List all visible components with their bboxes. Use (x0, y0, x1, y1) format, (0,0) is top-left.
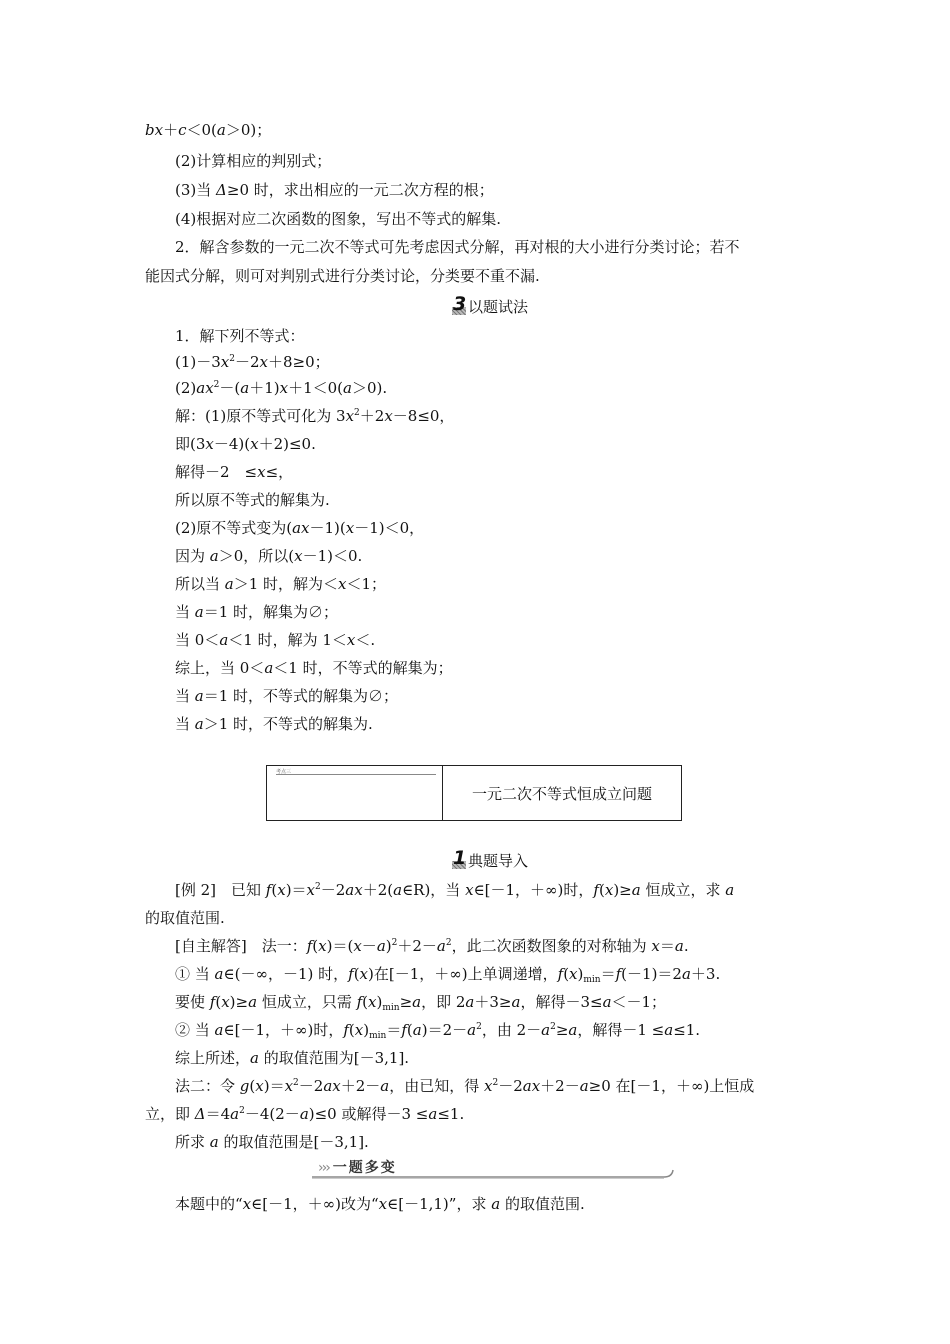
text-line: 当 a＞1 时，不等式的解集为. (175, 715, 373, 733)
text-line: (3)当 Δ≥0 时，求出相应的一元二次方程的根； (175, 181, 494, 199)
text-line: 的取值范围. (145, 909, 225, 927)
text-line: (2)计算相应的判别式； (175, 152, 332, 170)
text-line: (2)原不等式变为(ax－1)(x－1)＜0， (175, 519, 425, 537)
divider (276, 774, 436, 775)
text-line: ② 当 a∈[－1，＋∞)时，$f(x)_{min}=f(a)=2-a^2$，由 $2-a^2\ge a$，解得－1 ≤a≤1. (175, 1021, 701, 1041)
text-line: [自主解答] 法一：$f(x)=(x-a)^2+2-a^2$，此二次函数图象的对称轴为 x＝a. (175, 937, 689, 955)
text-line: 综上所述，a 的取值范围为[－3,1]. (175, 1049, 410, 1067)
text-line: ① 当 a∈(－∞，－1) 时，f(x)在[－1，＋∞)上单调递增，$f(x)_{min}=f(-1)=2a+3$. (175, 965, 721, 985)
text-line: bx＋c＜0(a＞0)； (145, 121, 272, 139)
text-line: 因为 a＞0，所以(x－1)＜0. (175, 547, 363, 565)
text-line: 2．解含参数的一元二次不等式可先考虑因式分解，再对根的大小进行分类讨论；若不 (175, 238, 740, 256)
number-badge-icon: 3 (453, 293, 467, 315)
text-line: 综上，当 0＜a＜1 时，不等式的解集为； (175, 659, 453, 677)
text-line: 本题中的“x∈[－1，＋∞)改为“x∈[－1,1)”，求 a 的取值范围. (175, 1195, 585, 1213)
number-badge-icon: 1 (453, 847, 467, 869)
topic-box-tag: 考点三 (276, 769, 292, 775)
text-line: $(2)ax^2-(a+1)x+1<0(a>0)$. (175, 379, 388, 397)
text-line: 所以当 a＞1 时，解为＜x＜1； (175, 575, 387, 593)
text-line: 当 0＜a＜1 时，解为 1＜x＜. (175, 631, 376, 649)
topic-box (266, 765, 682, 821)
banner-label: 一题多变 (332, 1160, 397, 1176)
text-line: 1．解下列不等式： (175, 327, 305, 345)
text-line: (4)根据对应二次函数的图象，写出不等式的解集. (175, 210, 502, 228)
triple-chevron-icon: ››› (318, 1160, 329, 1176)
section-heading-label: 典题导入 (468, 852, 529, 870)
topic-box-left (267, 766, 443, 820)
text-line: 解得－2 ≤x≤， (175, 463, 294, 481)
text-line: 立，即 $\Delta=4a^2-4(2-a)\le 0$ 或解得－3 ≤a≤1. (145, 1105, 465, 1123)
topic-title: 一元二次不等式恒成立问题 (471, 784, 652, 803)
text-line: 即(3x－4)(x＋2)≤0. (175, 435, 316, 453)
text-line: 解：(1)原不等式可化为 $3x^2+2x-8\le 0$， (175, 407, 455, 425)
text-line: 要使 f(x)≥a 恒成立，只需 $f(x)_{min}\ge a$，即 2a＋3≥a，解得－3≤a＜－1； (175, 993, 667, 1013)
section-heading-label: 以题试法 (468, 298, 529, 316)
section-heading-practice (452, 293, 529, 318)
text-line: 能因式分解，则可对判别式进行分类讨论，分类要不重不漏. (145, 267, 540, 285)
section-heading-intro (452, 847, 529, 872)
variation-banner (312, 1157, 674, 1177)
text-line: 法二：令 $g(x)=x^2-2ax+2-a$，由已知，得 $x^2-2ax+2-a\ge 0$ 在[－1，＋∞)上恒成 (175, 1077, 755, 1095)
text-line: 当 a＝1 时，不等式的解集为∅； (175, 687, 399, 705)
text-line: 所以原不等式的解集为. (175, 491, 330, 509)
text-line: $(1)-3x^2-2x+8\ge 0$； (175, 353, 330, 371)
text-line: 所求 a 的取值范围是[－3,1]. (175, 1133, 369, 1151)
text-line: 当 a＝1 时，解集为∅； (175, 603, 339, 621)
text-line: [例 2] 已知 $f(x)=x^2-2ax+2(a\in R)$，当 x∈[－1，＋∞)时，f(x)≥a 恒成立，求 a (175, 881, 735, 899)
